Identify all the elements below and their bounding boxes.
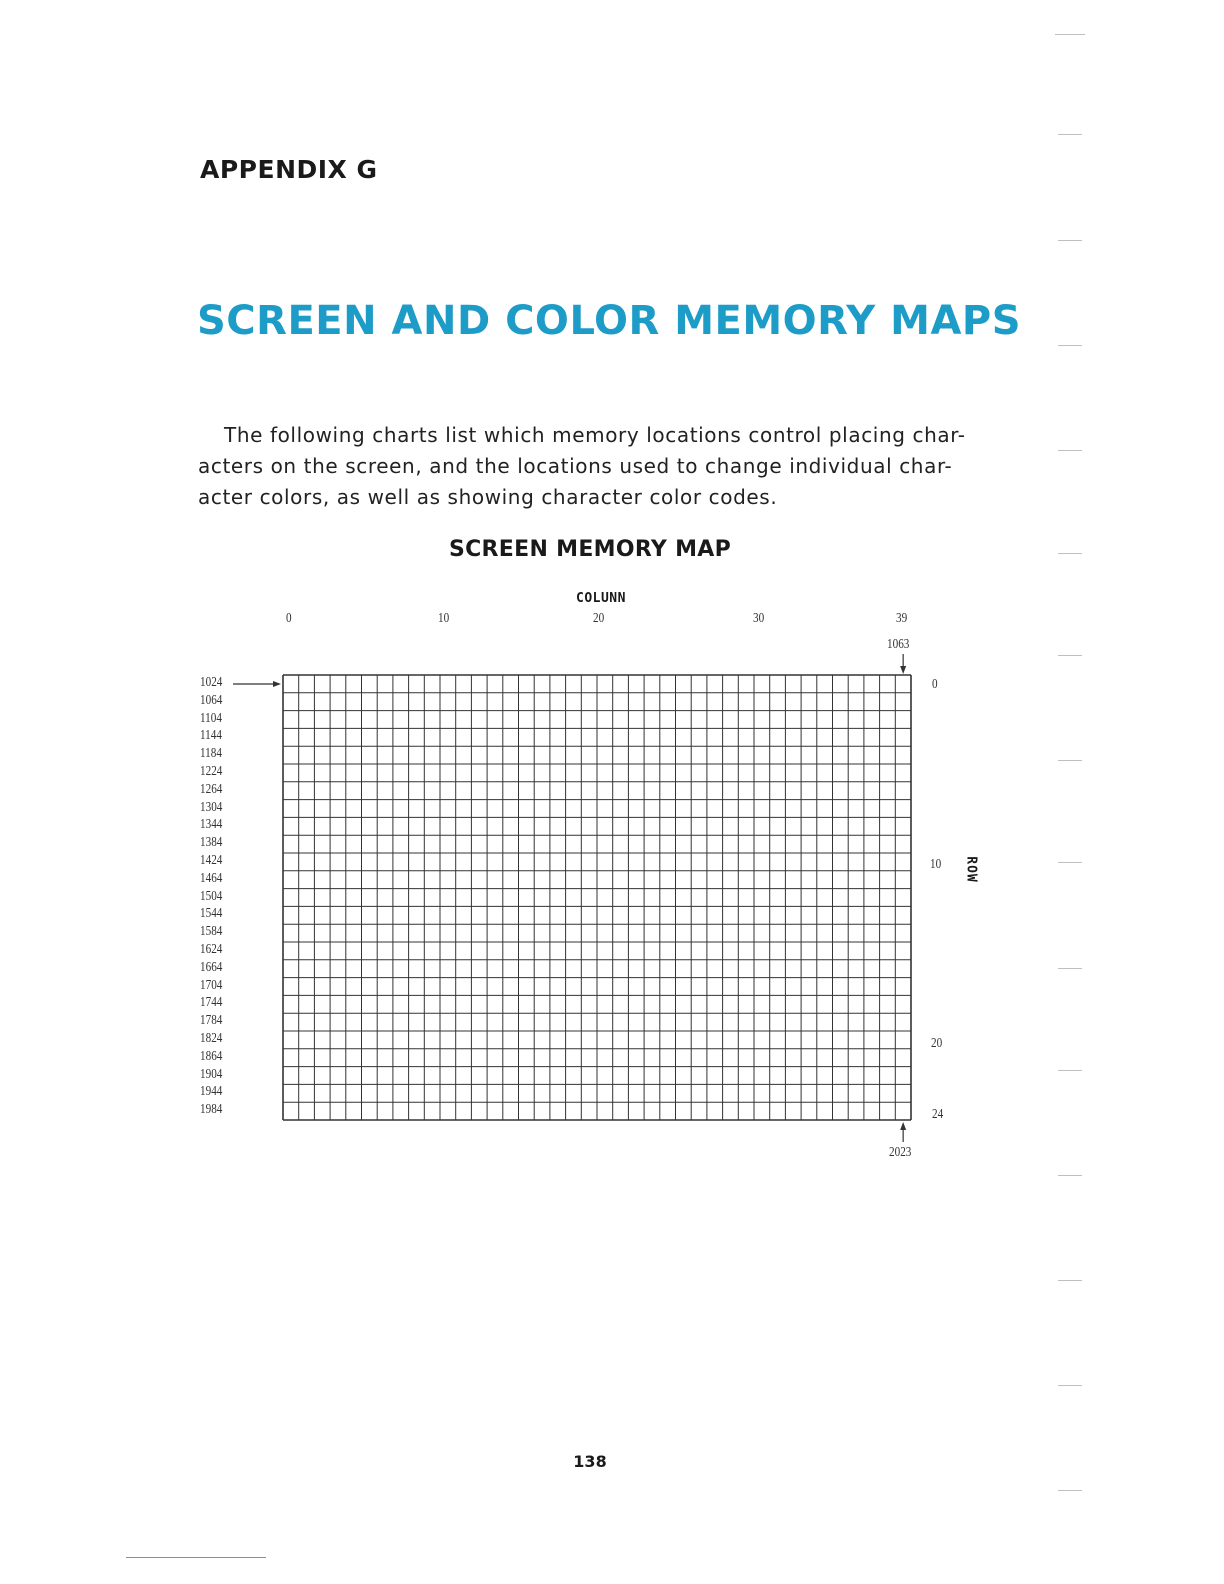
row-address-label: 1864 (200, 1048, 223, 1064)
margin-mark (1058, 1280, 1082, 1281)
margin-mark (1055, 34, 1085, 35)
screen-memory-map-heading: SCREEN MEMORY MAP (448, 537, 732, 562)
row-address-label: 1544 (200, 906, 223, 922)
row-address-label: 1984 (200, 1102, 223, 1118)
row-address-label: 1744 (200, 995, 223, 1011)
column-tick-0: 0 (286, 611, 292, 626)
start-arrow-head (273, 681, 281, 687)
margin-mark (1058, 345, 1082, 346)
margin-mark (1058, 655, 1082, 656)
page-title: SCREEN AND COLOR MEMORY MAPS (197, 298, 1022, 344)
column-axis-label: COLUNN (576, 591, 626, 606)
intro-line-1: The following charts list which memory locations control placing char- (224, 423, 966, 447)
margin-mark (1058, 1175, 1082, 1176)
row-address-label: 1664 (200, 959, 223, 975)
margin-mark (1058, 1490, 1082, 1491)
row-address-label: 1024 (200, 674, 223, 690)
row-address-label: 1424 (200, 852, 223, 868)
page-number: 138 (573, 1452, 607, 1471)
margin-mark (1058, 1385, 1082, 1386)
row-address-label: 1784 (200, 1013, 223, 1029)
row-address-label: 1264 (200, 781, 223, 797)
row-tick-20: 20 (931, 1036, 943, 1051)
row-address-label: 1344 (200, 817, 223, 833)
column-tick-20: 20 (593, 611, 605, 626)
row-address-label: 1704 (200, 977, 223, 993)
row-address-label: 1464 (200, 870, 223, 886)
intro-line-2: acters on the screen, and the locations used to change individual char- (198, 454, 953, 478)
column-tick-10: 10 (438, 611, 450, 626)
bottom-right-address: 2023 (889, 1145, 912, 1160)
top-right-arrow-head (900, 666, 906, 674)
margin-mark (1058, 553, 1082, 554)
margin-mark (1058, 134, 1082, 135)
row-address-label: 1624 (200, 941, 223, 957)
row-address-label: 1824 (200, 1030, 223, 1046)
margin-mark (1058, 760, 1082, 761)
row-address-label: 1384 (200, 835, 223, 851)
row-axis-label: ROW (963, 856, 979, 883)
column-tick-39: 39 (896, 611, 908, 626)
row-address-label: 1064 (200, 692, 223, 708)
row-address-label: 1144 (200, 728, 222, 744)
bottom-right-arrow-head (900, 1122, 906, 1130)
row-tick-10: 10 (930, 857, 942, 872)
row-address-label: 1304 (200, 799, 223, 815)
margin-mark (1058, 240, 1082, 241)
margin-mark (1058, 1070, 1082, 1071)
intro-line-3: acter colors, as well as showing character color codes. (198, 485, 778, 509)
row-address-label: 1104 (200, 710, 222, 726)
row-address-label: 1184 (200, 746, 222, 762)
row-address-label: 1504 (200, 888, 223, 904)
row-tick-24: 24 (932, 1107, 944, 1122)
row-address-label: 1904 (200, 1066, 223, 1082)
column-tick-30: 30 (753, 611, 765, 626)
margin-mark (1058, 862, 1082, 863)
row-tick-0: 0 (932, 677, 938, 692)
appendix-heading: APPENDIX G (200, 155, 378, 184)
row-address-label: 1944 (200, 1084, 223, 1100)
row-address-label: 1584 (200, 924, 223, 940)
footer-underline (126, 1557, 266, 1558)
margin-mark (1058, 450, 1082, 451)
margin-mark (1058, 968, 1082, 969)
row-address-label: 1224 (200, 763, 223, 779)
top-right-address: 1063 (887, 637, 910, 652)
